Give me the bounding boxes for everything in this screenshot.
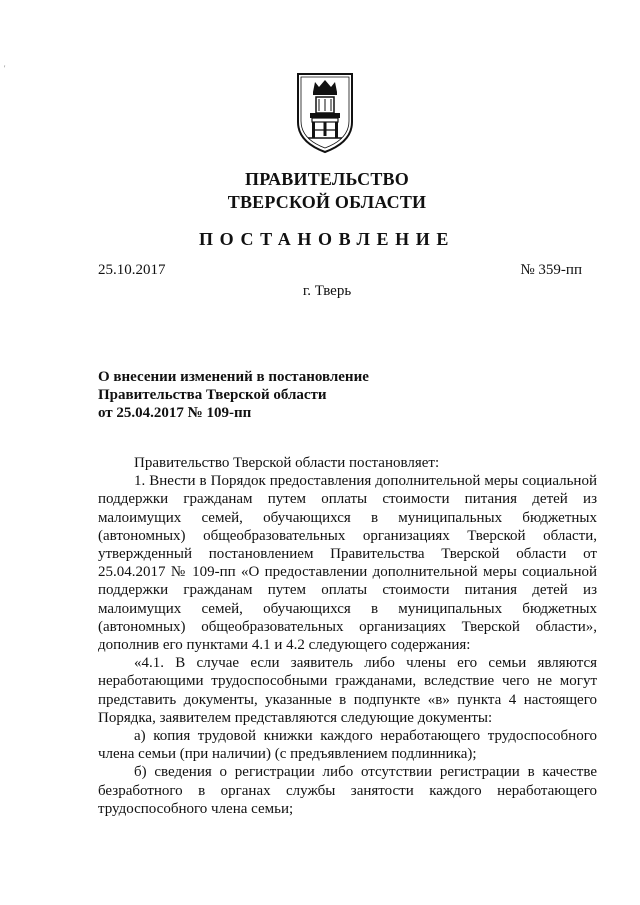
- document-subject: [98, 368, 428, 422]
- document-body: [98, 454, 597, 818]
- authority-name: [0, 168, 640, 214]
- authority-line-2: ТВЕРСКОЙ ОБЛАСТИ: [227, 192, 427, 212]
- document-number: № 359-пп: [520, 262, 582, 278]
- body-paragraph-item-4-1: «4.1. В случае если заявитель либо члены его семьи являются неработающими трудоспособными гражданами, вследствие чего не могут представить документы, указанные в подпункте «в» пункта 4 настоящего Порядка, заявителем представляются следующие документы:: [98, 655, 597, 726]
- body-paragraph-subitem-a: а) копия трудовой книжки каждого неработающего трудоспособного члена семьи (при наличии) (с предъявлением подлинника);: [98, 728, 597, 763]
- document-type: ПОСТАНОВЛЕНИЕ: [199, 229, 455, 249]
- subject-line-3: от 25.04.2017 № 109-пп: [98, 405, 252, 421]
- body-paragraph-subitem-b: б) сведения о регистрации либо отсутствии регистрации в качестве безработного в органах службы занятости каждого неработающего трудоспособного члена семьи;: [98, 764, 597, 817]
- subject-line-2: Правительства Тверской области: [98, 387, 327, 403]
- margin-mark: ': [4, 64, 6, 73]
- document-city: г. Тверь: [302, 283, 352, 299]
- authority-line-1: ПРАВИТЕЛЬСТВО: [245, 169, 409, 189]
- body-paragraph-preamble: Правительство Тверской области постановляет:: [134, 455, 440, 471]
- tver-region-coat-of-arms-icon: [296, 72, 354, 154]
- document-date: 25.10.2017: [98, 262, 166, 278]
- body-paragraph-item-1: 1. Внести в Порядок предоставления дополнительной меры социальной поддержки гражданам путем оплаты стоимости питания детей из малоимущих семей, обучающихся в муниципальных бюджетных (автономных) общеобразовательных организациях Тверской области, утвержденный постановлением Правительства Тверской области от 25.04.2017 № 109-пп «О предоставлении дополнительной меры социальной поддержки гражданам путем оплаты стоимости питания детей из малоимущих семей, обучающихся в муниципальных бюджетных (автономных) общеобразовательных организациях Тверской области», дополнив его пунктами 4.1 и 4.2 следующего содержания:: [98, 473, 597, 654]
- subject-line-1: О внесении изменений в постановление: [98, 369, 369, 385]
